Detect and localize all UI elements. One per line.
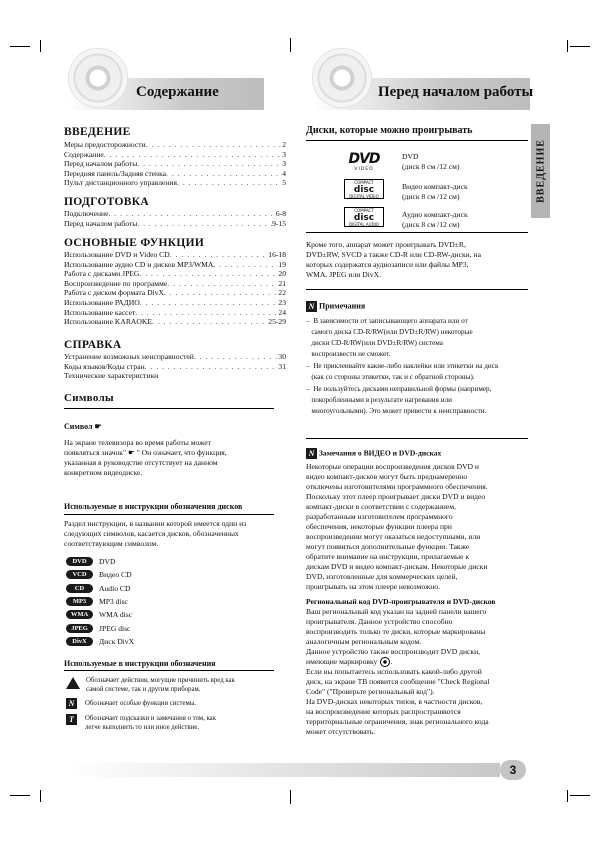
text-line: разработанным изготовителем программного [306,512,453,521]
toc-item-page: 6-8 [275,209,286,218]
legend-line: Обозначает подсказки и замечания о том, как [85,715,216,722]
page-title-before-start: Перед началом работы [378,84,534,100]
crop-mark [40,40,41,52]
toc-list [64,352,286,381]
toc-item-title: Воспроизведение по программе [64,278,168,288]
side-tab-introduction [531,124,550,218]
toc-item [64,371,286,381]
symbol-label-text: Символ [64,422,93,431]
toc-item [64,260,286,270]
symbol-text-line: конкретном видеодиске. [64,468,143,477]
text-line: воспроизведении могут оказаться недоступными, или [306,532,481,541]
disc-symbols-heading: Используемые в инструкции обозначения дисков [64,502,243,511]
toc-list [64,140,286,188]
toc-item [64,159,286,169]
legend-line: легче выполнить то или иное действие. [85,724,199,731]
toc-item-title: Перед началом работы [64,218,138,228]
toc-section-heading: ПОДГОТОВКА [64,196,149,208]
toc-item-title: Передняя панель/Задняя стенка [64,168,167,178]
hand-icon: ☛ [127,448,135,457]
dvd-logo-text: DVD [348,150,380,167]
toc-list [64,250,286,327]
playable-disc-audio-cd [402,210,468,230]
toc-item-page: 30 [278,352,286,361]
toc-list [64,209,286,228]
text-span: проигрывателя. Данное устройство способно [306,617,453,626]
note-line: воспроизвести не сможет. [306,350,391,358]
divider [306,438,528,439]
playable-discs-heading: Диски, которые можно проигрывать [306,125,473,136]
toc-item-title: Использование кассет [64,307,136,317]
text-line: соответствующим символом. [64,539,159,548]
text-span: Ваш региональный код указан на задней панели вашего [306,607,487,616]
text-line: отключены изготовителями программного обеспечения. [306,482,488,491]
note-line: – В зависимости от записывающего аппарата или от [306,317,468,325]
warning-icon [66,677,80,689]
text-line: следующих символов, касается дисков, обозначенных [64,529,239,538]
toc-item [64,352,286,362]
legend-heading: Используемые в инструкции обозначения [64,659,216,668]
legend-warning [66,676,235,694]
toc-item-title: Подключение [64,209,109,218]
playable-disc-video-cd [402,182,468,202]
toc-item [64,269,286,279]
disc-type-label: Audio CD [99,583,131,593]
toc-item-page: 3 [282,149,286,159]
toc-leader-dots [104,150,282,160]
disc-symbol-item [66,624,130,633]
disc-type-label: DVD [99,557,116,566]
toc-leader-dots [164,288,278,298]
toc-item-page: 19 [278,259,286,269]
text-line: может отсутствовать. [306,727,376,737]
text-line: дискам DVD и видео компакт-дискам. Некоторые диски [306,562,488,571]
toc-item [64,279,286,289]
crop-mark [10,795,30,796]
toc-leader-dots [170,250,269,260]
disc-symbol-item [66,584,130,593]
toc-item-page: 31 [278,361,286,371]
cd-logo-top: COMPACT [354,208,374,213]
toc-leader-dots [108,209,275,219]
tip-icon: T [66,714,77,725]
note-line: многоугольными). Это может привести к неисправности. [306,407,487,415]
toc-item-title: Использование KARAOKE [64,317,152,327]
toc-item-page: 23 [278,297,286,307]
text-line: обратите внимание на инструкции, прилагаемые к [306,552,470,561]
toc-item-title: Использование аудио CD и дисков MP3/WMA [64,259,214,269]
text-line: проигрывать на этом плеере невозможно. [306,582,440,591]
crop-mark [40,790,41,802]
legend-note-text: Обозначает особые функции системы. [85,700,197,707]
text-line: DVD±RW, SVCD а также CD-R или CD-RW-диски, на [306,250,481,259]
text-line: Поскольку этот плеер проигрывает диски DVD и видео [306,492,486,501]
cd-logo-text: disc [353,184,375,195]
disc-type-badge: JPEG [66,624,93,633]
disc-graphic-icon [312,48,372,108]
toc-item-page: 16-18 [268,250,286,259]
text-line: DVD, изготовленные для коммерческих целей, [306,572,458,581]
toc-leader-dots [137,219,272,229]
toc-item [64,317,286,327]
symbol-label [64,422,102,431]
text-line: Кроме того, аппарат может проигрывать DVD±R, [306,240,466,249]
toc-item-page: 9-15 [272,218,286,228]
toc-leader-dots [167,279,278,289]
toc-item [64,178,286,188]
toc-item-page: 21 [278,278,286,288]
toc-item [64,150,286,160]
note-item [306,384,532,417]
note-icon: N [306,301,317,312]
symbol-text-part: " Он означает, что функция, [136,448,227,457]
toc-item [64,219,286,229]
toc-item-page: 20 [278,269,286,279]
text-line: Раздел инструкции, в названии которой имеется один из [64,519,247,528]
divider [64,670,274,671]
toc-leader-dots [146,140,283,150]
text-line [306,627,532,637]
notes-heading-text: Примечания [319,301,366,311]
toc-item-title: Содержание [64,149,104,159]
note-line: диски CD-R/RW(или DVD±R/RW) система [306,339,443,347]
disc-size: (диск 8 см /12 см) [402,162,460,171]
crop-mark [567,40,568,52]
toc-item-title: Работа с диском формата DivX [64,288,164,298]
toc-leader-dots [152,317,268,327]
text-span: воспроизводить только те диски, которые маркированы [306,627,486,636]
additional-formats-text [306,240,528,280]
disc-symbol-item [66,597,128,606]
crop-mark [570,46,590,47]
toc-item-title: Меры предосторожности [64,140,146,149]
region-heading: Региональный код DVD-проигрывателя и DVD-дисков [306,597,496,606]
text-span: имеющие маркировку [306,657,378,666]
toc-item-title: Пульт дистанционного управления [64,178,178,188]
toc-item [64,209,286,219]
disc-type-badge: WMA [66,610,93,619]
note-item [306,361,532,383]
toc-item-page: 3 [282,159,286,169]
symbol-description [64,438,284,478]
disc-name: Аудио компакт-диск [402,210,468,219]
text-line: компакт-диски в соответствии с содержанием, [306,502,456,511]
note-line: (как со стороны этикетки, так и с обратной стороны). [306,373,475,381]
disc-symbol-item [66,637,134,646]
toc-item [64,288,286,298]
disc-type-badge: VCD [66,570,93,579]
side-tab-label: ВВЕДЕНИЕ [535,139,546,203]
region-text [306,607,532,737]
text-line [306,607,532,617]
page-number: 3 [500,760,526,780]
note-line: – Не приклеивайте какие-либо наклейки или этикетки на диск [306,362,499,370]
text-line [306,617,532,627]
toc-item [64,298,286,308]
divider [64,514,274,515]
toc-leader-dots [137,159,282,169]
toc-item-title: Использование РАДИО [64,297,140,307]
disc-type-badge: DivX [66,637,93,646]
disc-symbol-item [66,570,132,579]
disc-symbol-item [66,610,132,619]
toc-item-title: Работа с дисками JPEG [64,269,140,279]
toc-item-page: 22 [278,288,286,298]
note-line: – Не пользуйтесь дисками неправильной формы (например, [306,385,492,393]
text-line: На DVD-дисках некоторых типов, в частности дисков, [306,697,483,707]
disc-type-label: WMA disc [99,610,133,620]
symbol-text-line [64,448,284,458]
toc-item-title: Использование DVD и Video CD [64,250,170,259]
disc-symbol-item [66,557,115,566]
video-notes-heading-text: Замечания о ВИДЕО и DVD-дисках [318,448,442,458]
toc-item-title: Устранение возможных неисправностей [64,352,194,361]
toc-leader-dots [135,308,278,318]
text-line: территориальные ограничения, знак регионального кода [306,717,489,727]
toc-leader-dots [139,269,278,279]
note-line: самого диска CD-R/RW(или DVD±R/RW) некоторые [306,328,473,336]
toc-item-title: Коды языков/Коды стран [64,361,145,371]
compact-disc-video-logo [338,178,390,200]
legend-line: Обозначает действия, могущие причинить вред как [86,677,235,684]
toc-item-page: 25-29 [268,317,286,327]
toc-item [64,140,286,150]
legend-tip [66,714,216,732]
toc-item-page: 2 [282,140,286,149]
note-line: покоробленными в результате нагревания или [306,396,453,404]
toc-leader-dots [166,169,282,179]
disc-name: Видео компакт-диск [402,182,468,191]
video-notes-heading [306,448,441,459]
disc-graphic-icon [68,48,128,108]
toc-section-heading: ВВЕДЕНИЕ [64,126,131,138]
disc-name: DVD [402,152,419,161]
disc-size: (диск 8 см /12 см) [402,220,460,229]
crop-mark [567,790,568,802]
toc-item [64,250,286,260]
symbol-text-part: появляться значок" [64,448,127,457]
region-globe-icon [380,657,390,667]
toc-leader-dots [177,178,282,188]
text-line: обеспечения, некоторые функции плеера при [306,522,452,531]
crop-mark [290,790,291,804]
toc-item-page: 5 [282,178,286,188]
legend-tip-text [85,714,216,732]
text-line [306,647,532,657]
text-line: на воспроизведение которых распространяются [306,707,461,717]
text-line: видео компакт-дисков могут быть преднамеренно [306,472,468,481]
video-notes-text [306,462,532,592]
note-icon: N [66,698,77,709]
divider [306,289,528,290]
legend-warning-text [86,676,235,694]
toc-item [64,308,286,318]
legend-note [66,698,196,709]
toc-leader-dots [140,298,279,308]
disc-type-label: Диск DivX [99,636,135,646]
toc-item [64,362,286,372]
toc-section-heading: СПРАВКА [64,339,122,351]
compact-disc-audio-logo [338,206,390,228]
disc-type-badge: DVD [66,557,93,566]
disc-type-badge: CD [66,584,93,593]
disc-type-label: JPEG disc [99,623,131,633]
toc-item-title: Технические характеристики [64,371,159,381]
cd-logo-sub: DIGITAL VIDEO [349,193,379,199]
crop-mark [10,46,30,47]
footer-bar [66,763,500,777]
notes-list [306,316,532,418]
symbol-text-line: На экране телевизора во время работы может [64,438,211,447]
dvd-logo-sub: VIDEO [354,166,374,172]
cd-logo-text: disc [353,212,375,223]
text-line: Некоторые операции воспроизведения дисков DVD и [306,462,479,471]
disc-type-label: Видео CD [99,570,132,580]
cd-logo-top: COMPACT [354,180,374,185]
text-line: диск, на экране ТВ появится сообщение "Check Regional [306,677,490,687]
symbols-heading: Символы [64,392,114,404]
toc-leader-dots [145,362,279,372]
notes-heading [306,301,365,312]
disc-symbols-intro [64,519,286,549]
toc-section-heading: ОСНОВНЫЕ ФУНКЦИИ [64,237,205,249]
playable-disc-dvd [402,152,460,172]
legend-line: самой системе, так и другим приборам. [86,686,201,693]
cd-logo-sub: DIGITAL AUDIO [349,221,379,227]
divider [64,408,274,409]
symbol-text-line: указанная в руководстве отсутствует на данном [64,458,218,467]
toc-leader-dots [213,260,278,270]
crop-mark [290,38,291,52]
disc-type-label: MP3 disc [99,596,128,606]
note-icon: N [306,448,317,459]
toc-item-page: 24 [278,307,286,317]
text-line: которых содержатся аудиозаписи или файлы MP3, [306,260,469,269]
disc-size: (диск 8 см /12 см) [402,192,460,201]
text-line: Если вы попытаетесь использовать какой-либо другой [306,667,482,677]
crop-mark [570,795,590,796]
text-line: Code" ("Проверьте региональный код"). [306,687,435,697]
disc-type-badge: MP3 [66,597,93,606]
text-line: могут появиться дополнительные функции. Также [306,542,470,551]
divider [306,140,528,141]
text-line [306,637,532,647]
text-line: имеющие маркировку . [306,657,393,666]
text-span: аналогичным региональным кодом. [306,637,422,646]
toc-item [64,169,286,179]
dvd-video-logo [338,150,390,172]
toc-item-page: 4 [282,168,286,178]
text-span: Данное устройство также воспроизводит DVD диски, [306,647,481,656]
note-item [306,316,532,360]
text-line: WMA, JPEG или DivX. [306,270,381,279]
toc-leader-dots [194,352,279,362]
page-title-contents: Содержание [136,84,219,100]
hand-icon: ☛ [94,422,102,431]
divider [306,232,528,233]
toc-item-title: Перед началом работы [64,159,138,169]
